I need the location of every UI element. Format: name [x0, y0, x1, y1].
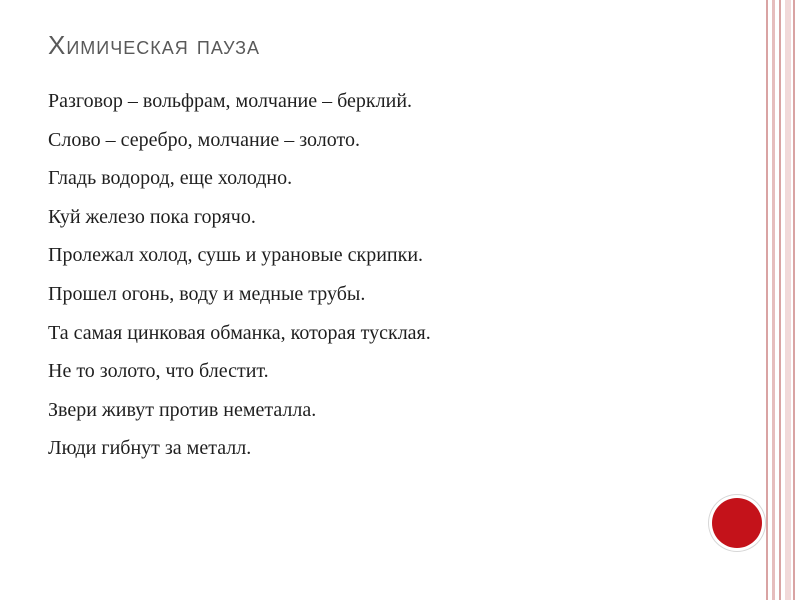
decorative-border-stripe: [793, 0, 795, 600]
proverb-line: Гладь водород, еще холодно.: [48, 167, 293, 190]
decorative-red-circle: [712, 498, 762, 548]
proverb-line: Не то золото, что блестит.: [48, 360, 269, 383]
proverb-list: [48, 86, 431, 472]
decorative-border-stripe: [779, 0, 781, 600]
proverb-line: Прошел огонь, воду и медные трубы.: [48, 282, 366, 305]
decorative-border-stripe: [785, 0, 791, 600]
proverb-line: Слово – серебро, молчание – золото.: [48, 128, 360, 151]
decorative-border-stripe: [766, 0, 768, 600]
proverb-line: Люди гибнут за металл.: [48, 437, 252, 460]
decorative-border-stripe: [772, 0, 775, 600]
proverb-line: Пролежал холод, сушь и урановые скрипки.: [48, 244, 424, 267]
proverb-line: Та самая цинковая обманка, которая тусклая.: [48, 321, 431, 344]
proverb-line: Куй железо пока горячо.: [48, 205, 256, 228]
slide-title: Химическая пауза: [48, 30, 260, 60]
proverb-line: Разговор – вольфрам, молчание – берклий.: [48, 90, 413, 112]
proverb-line: Звери живут против неметалла.: [48, 398, 317, 421]
